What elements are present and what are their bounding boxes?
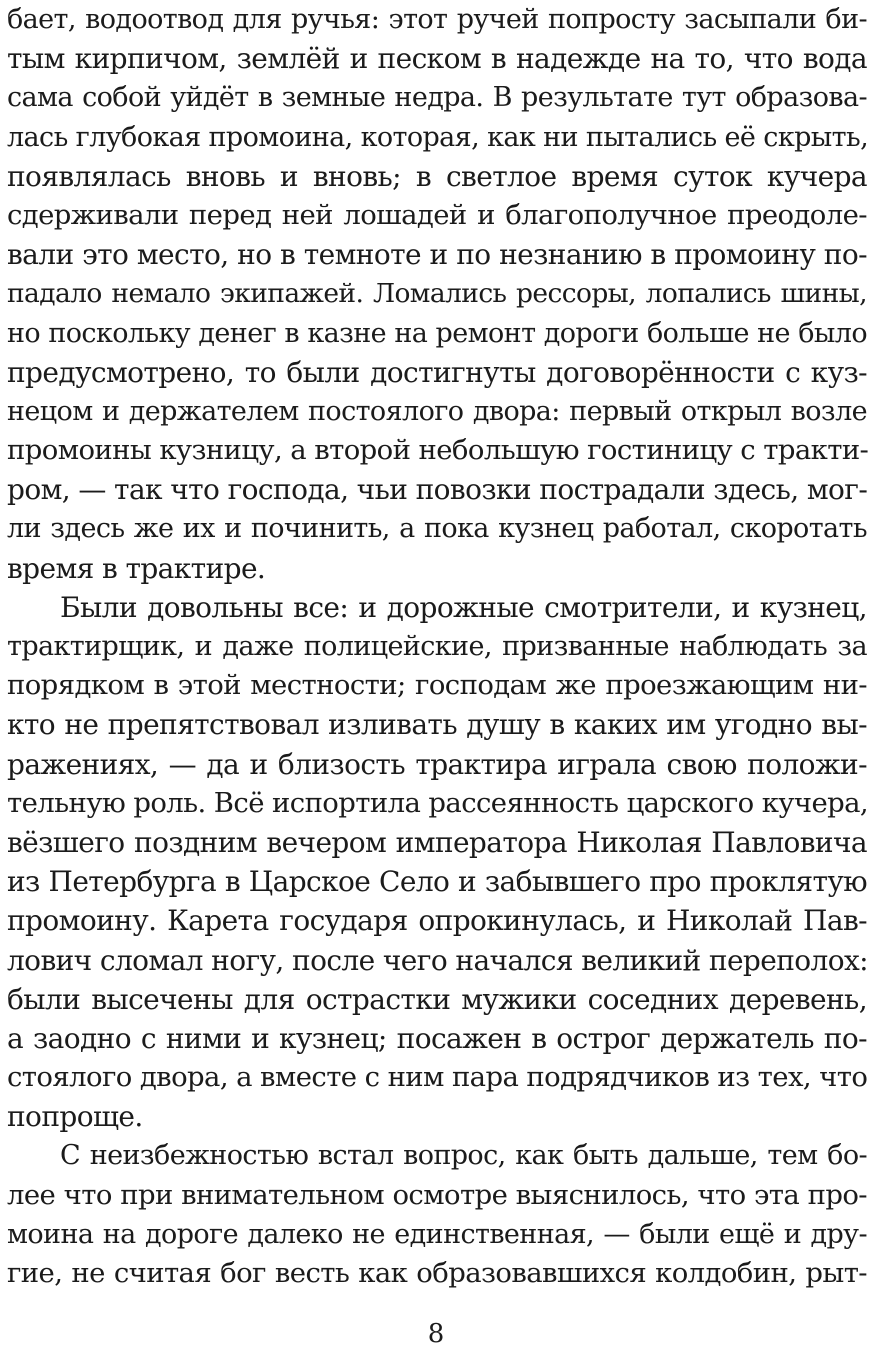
text-line: были высечены для острастки мужики соседних деревень, — [7, 982, 867, 1016]
text-line: лович сломал ногу, после чего начался великий переполох: — [7, 943, 869, 977]
text-line: сдерживали перед ней лошадей и благополучное преодоле- — [7, 198, 867, 231]
text-line: ром, — так что господа, чьи повозки пострадали здесь, мог- — [7, 473, 868, 507]
text-line: стоялого двора, а вместе с ним пара подрядчиков из тех, что — [7, 1061, 868, 1094]
text-line: С неизбежностью встал вопрос, как быть дальше, тем бо- — [60, 1140, 867, 1172]
text-line: падало немало экипажей. Ломались рессоры, лопались шины, — [7, 278, 867, 310]
text-line: нецом и держателем постоялого двора: первый открыл возле — [7, 395, 867, 427]
text-line: бает, водоотвод для ручья: этот ручей попросту засыпали би- — [7, 4, 867, 35]
text-line: гие, не считая бог весть как образовавшихся колдобин, рыт- — [7, 1257, 867, 1289]
text-line: трактирщик, и даже полицейские, призванные наблюдать за — [7, 631, 867, 662]
text-line: предусмотрено, то были достигнуты договорённости с куз- — [7, 355, 867, 389]
text-line: ли здесь же их и починить, а пока кузнец работал, скоротать — [7, 513, 867, 545]
text-line: Были довольны все: и дорожные смотрители, и кузнец, — [60, 590, 867, 624]
text-line: лась глубокая промоина, которая, как ни пытались её скрыть, — [7, 121, 869, 153]
text-line: тельную роль. Всё испортила рассеянность царского кучера, — [7, 786, 869, 819]
text-line: промоины кузницу, а второй небольшую гостиницу с тракти- — [7, 434, 869, 467]
text-line: порядком в этой местности; господам же проезжающим ни- — [7, 669, 867, 702]
text-line: появлялась вновь и вновь; в светлое время суток кучера — [7, 159, 867, 193]
text-line: сама собой уйдёт в земные недра. В результате тут образова- — [7, 82, 867, 114]
text-line: моина на дороге далеко не единственная, — были ещё и дру- — [7, 1218, 867, 1250]
text-line: тым кирпичом, землёй и песком в надежде на то, что вода — [7, 42, 867, 76]
text-line: кто не препятствовал изливать душу в каких им угодно вы- — [7, 708, 867, 742]
text-line: промоину. Карета государя опрокинулась, и Николай Пав- — [7, 904, 867, 938]
text-line: но поскольку денег в казне на ремонт дороги больше не было — [7, 317, 867, 349]
text-line: попроще. — [7, 1100, 143, 1134]
text-line: вали это место, но в темноте и по незнанию в промоину по- — [7, 238, 867, 272]
text-line: ражениях, — да и близость трактира играла свою положи- — [7, 747, 867, 781]
page-number: 8 — [427, 1319, 445, 1349]
text-line: вёзшего поздним вечером императора Николая Павловича — [7, 825, 867, 859]
text-line: из Петербурга в Царское Село и забывшего про проклятую — [7, 865, 867, 899]
text-line: время в трактире. — [7, 551, 266, 585]
body-text — [7, 0, 867, 1293]
text-line: а заодно с ними и кузнец; посажен в острог держатель по- — [7, 1021, 867, 1055]
text-line: лее что при внимательном осмотре выяснилось, что эта про- — [7, 1178, 867, 1211]
